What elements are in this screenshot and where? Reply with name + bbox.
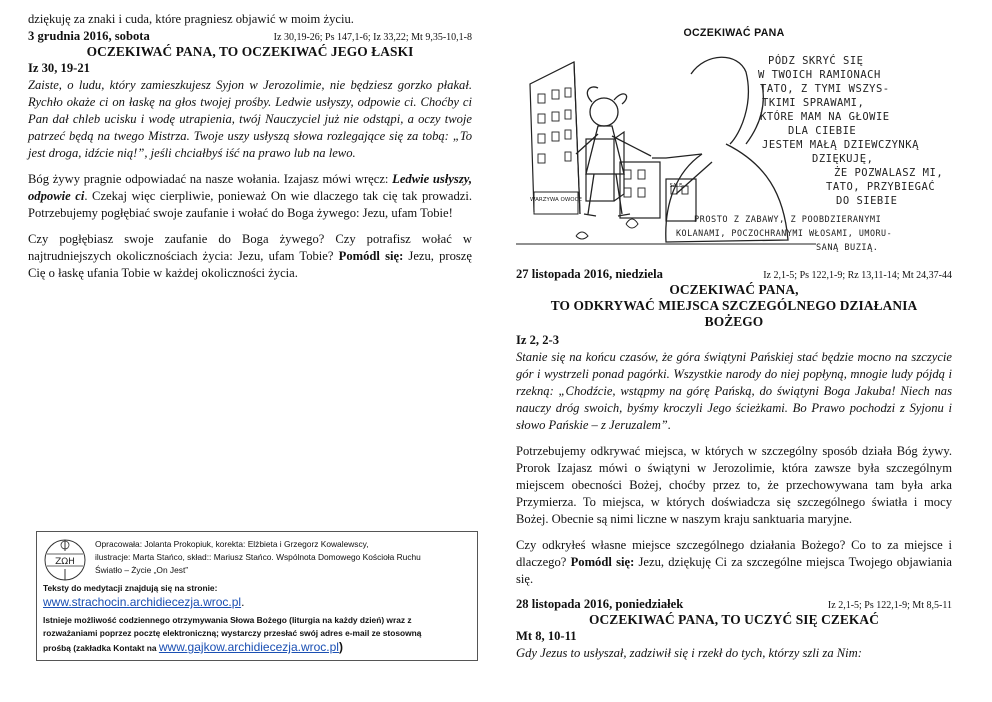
reflection-paragraph xyxy=(28,171,472,222)
credits-box xyxy=(36,531,478,661)
gajkow-link[interactable]: www.gajkow.archidiecezja.wroc.pl xyxy=(158,640,339,654)
credits-line: Opracowała: Jolanta Prokopiuk, korekta: Elżbieta i Grzegorz Kowalewscy, xyxy=(95,539,369,549)
prayer-paragraph xyxy=(516,537,952,588)
prayer-text: Jezu, proszę Cię o łaskę ufania Tobie w każdej okoliczności życia. xyxy=(28,249,472,280)
credits-line: Światło – Życie „On Jest” xyxy=(95,565,189,575)
entry-refs: Iz 2,1-5; Ps 122,1-9; Mt 8,5-11 xyxy=(827,600,952,611)
entry-nov-27 xyxy=(516,267,952,588)
hand-line: TATO, PRZYBIEGAĆ xyxy=(826,181,936,193)
passage-text: Zaiste, o ludu, który zamieszkujesz Syjon w Jerozolimie, nie będziesz gorzko płakał. Rychło okaże ci on łaskę na głos twojej prośby. Ledwie usłyszy, odpowie ci. Choćby ci Pan dał chleb ucisku i wodę utrapienia, twój Nauczyciel już nie odstąpi, a oczy twoje patrzeć będą na twego Mistrza. Twoje uszy usłyszą słowa rozlegające się za tobą: „To jest droga, idźcie nią!”, jeśli chciałbyś iść na prawo lub na lewo. xyxy=(28,78,472,160)
entry-title-line: BOŻEGO xyxy=(704,314,764,329)
entry-date: 3 grudnia 2016, sobota xyxy=(28,29,150,43)
credits-line: ilustracje: Marta Stańco, skład:: Mariusz Stańco. Wspólnota Domowego Kościoła Ruchu xyxy=(95,552,421,562)
hand-line: SANĄ BUZIĄ. xyxy=(816,243,879,253)
entry-date: 28 listopada 2016, poniedziałek xyxy=(516,597,684,611)
prayer-question: Czy pogłębiasz swoje zaufanie do Boga żywego? Czy potrafisz wołać w najtrudniejszych okolicznościach życia: Jezu, ufam Tobie? xyxy=(28,232,472,263)
entry-nov-28 xyxy=(516,597,952,662)
hand-line: TKIMI SPRAWAMI, xyxy=(762,97,865,109)
link-row-1 xyxy=(43,596,475,610)
reflection-quote: Ledwie usłyszy, odpowie ci xyxy=(28,172,472,203)
snail-sketch xyxy=(576,232,588,239)
entry-title-line: TO ODKRYWAĆ MIEJSCA SZCZEGÓLNEGO DZIAŁANIA xyxy=(550,298,918,313)
passage-text: Gdy Jezus to usłyszał, zadziwił się i rzekł do tych, którzy szli za Nim: xyxy=(516,646,862,660)
hand-line: PROSTO Z ZABAWY, Z POOBDZIERANYMI xyxy=(694,215,882,225)
reflection-text-a: Bóg żywy pragnie odpowiadać na nasze wołania. Izajasz mówi wręcz: xyxy=(28,172,393,186)
sale-sign-text: SALE xyxy=(669,183,683,189)
entry-date-row xyxy=(28,29,472,44)
hand-line: JESTEM MAŁĄ DZIEWCZYNKĄ xyxy=(762,139,919,151)
hand-line: DLA CIEBIE xyxy=(788,125,857,137)
shop-sign-text: WARZYWA OWOCE xyxy=(530,197,582,203)
credits-text xyxy=(95,538,475,577)
subscription-row xyxy=(43,641,475,655)
hand-line: DZIĘKUJĘ, xyxy=(812,153,874,165)
entry-title: OCZEKIWAĆ PANA, TO UCZYĆ SIĘ CZEKAĆ xyxy=(589,612,879,627)
subscription-line: rozważaniami poprzez pocztę elektroniczną; wystarczy przesłać swój adres e-mail ze stosowną xyxy=(43,628,422,638)
prayer-label: Pomódl się: xyxy=(570,555,635,569)
closing-paren: ) xyxy=(338,640,343,654)
prayer-paragraph xyxy=(28,231,472,282)
logo-text: ZΩH xyxy=(55,557,75,567)
passage-ref: Mt 8, 10-11 xyxy=(516,629,577,643)
hand-line: W TWOICH RAMIONACH xyxy=(758,69,881,81)
passage-text: Stanie się na końcu czasów, że góra świątyni Pańskiej stać będzie mocno na szczycie gór i wystrzeli ponad pagórki. Wszystkie narody do niej popłyną, mnogie ludy pójdą i rzekną: „Chodźcie, wstąpmy na górę Pańską, do świątyni Boga Jakuba! Niech nas nauczy dróg swoich, byśmy kroczyli Jego ścieżkami. Bo Prawo pochodzi z Syjonu i słowo Pańskie – z Jeruzalem”. xyxy=(516,350,952,432)
page-header: OCZEKIWAĆ PANA xyxy=(683,27,785,39)
entry-date-row xyxy=(516,597,952,612)
entry-title-line: OCZEKIWAĆ PANA, xyxy=(669,282,799,297)
entry-dec-3 xyxy=(28,29,472,282)
prayer-text: Jezu, dziękuję Ci za szczególne miejsca Twojego objawiania się. xyxy=(516,555,952,586)
hand-line: ŻE POZWALASZ MI, xyxy=(834,167,944,179)
shop-sign xyxy=(534,192,578,214)
texts-label: Teksty do medytacji znajdują się na stronie: xyxy=(43,583,218,593)
subscription-text: prośbą (zakładka Kontakt na xyxy=(43,643,159,653)
entry-refs: Iz 2,1-5; Ps 122,1-9; Rz 13,11-14; Mt 24,37-44 xyxy=(763,270,952,281)
illustration xyxy=(516,44,952,266)
subscription-line: Istnieje możliwość codziennego otrzymywania Słowa Bożego (liturgia na każdy dzień) wraz z xyxy=(43,615,412,625)
hand-line: KOLANAMI, POCZOCHRANYMI WŁOSAMI, UMORU- xyxy=(676,228,893,238)
hand-line: KTÓRE MAM NA GŁOWIE xyxy=(760,111,890,123)
flower-sketch xyxy=(626,219,638,228)
reflection-text-c: . Czekaj więc cierpliwie, ponieważ On wie dlaczego tak cię tak prowadzi. Potrzebujemy pogłębiać swoje zaufanie i wołać do Boga żywego: Jezu, ufam Tobie! xyxy=(28,189,472,220)
entry-date-row xyxy=(516,267,952,282)
prayer-label: Pomódl się: xyxy=(338,249,404,263)
hand-line: DO SIEBIE xyxy=(836,195,898,207)
handwritten-message xyxy=(676,54,943,253)
passage-ref: Iz 2, 2-3 xyxy=(516,333,560,347)
zoe-logo xyxy=(43,538,87,582)
continued-line: dziękuję za znaki i cuda, które pragniesz objawić w moim życiu. xyxy=(28,12,354,26)
reflection-paragraph: Potrzebujemy odkrywać miejsca, w których w szczególny sposób działa Bóg żywy. Prorok Izajasz mówi o świątyni w Jerozolimie, która zawsze była szczególnym miejscem obecności Bożej, choćby przez to, że przechowywana tam była arka Przymierza. To miejsca, w których doświadcza się szczególnego światła i mocy Bożej. Obecnie są nimi liczne w naszym kraju sanktuaria maryjne. xyxy=(516,444,952,526)
illustration-drawing xyxy=(516,44,952,266)
passage-ref: Iz 30, 19-21 xyxy=(28,61,90,75)
strachocin-link[interactable]: www.strachocin.archidiecezja.wroc.pl xyxy=(43,595,242,609)
hand-line: PÓDZ SKRYĆ SIĘ xyxy=(768,55,864,67)
entry-title: OCZEKIWAĆ PANA, TO OCZEKIWAĆ JEGO ŁASKI xyxy=(86,44,414,59)
link-period: . xyxy=(241,595,245,609)
prayer-question: Czy odkryłeś własne miejsce szczególnego działania Bożego? Co to za miejsce i dlaczego? xyxy=(516,538,952,569)
entry-refs: Iz 30,19-26; Ps 147,1-6; Iz 33,22; Mt 9,35-10,1-8 xyxy=(273,32,472,43)
hand-line: TATO, Z TYMI WSZYS- xyxy=(760,83,890,95)
entry-date: 27 listopada 2016, niedziela xyxy=(516,267,663,281)
